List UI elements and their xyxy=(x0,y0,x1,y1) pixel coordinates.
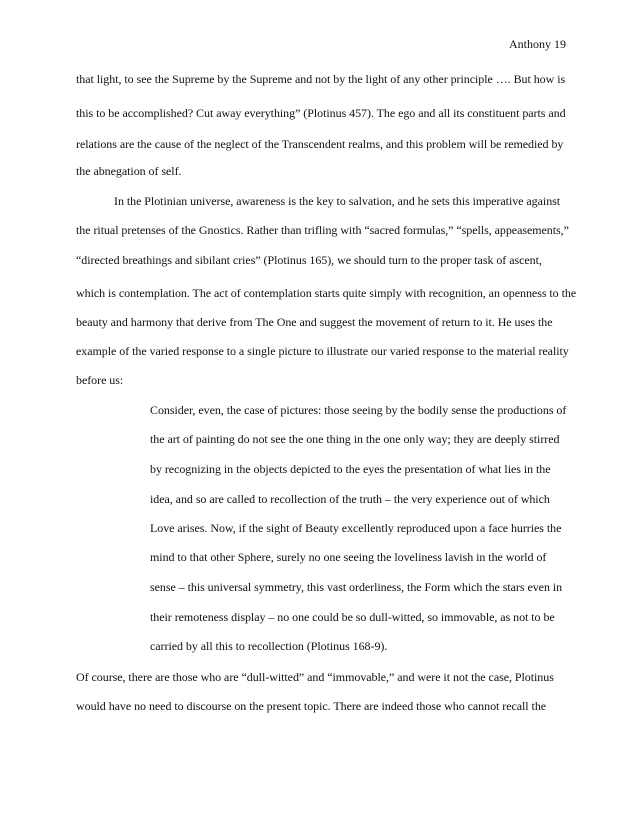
body-line: would have no need to discourse on the present topic. There are indeed those who cannot recall the xyxy=(76,699,547,713)
block-quote-line: Love arises. Now, if the sight of Beauty excellently reproduced upon a face hurries the xyxy=(150,521,562,535)
body-line: “directed breathings and sibilant cries” (Plotinus 165), we should turn to the proper task of ascent, xyxy=(76,253,542,267)
block-quote-line: the art of painting do not see the one thing in the one only way; they are deeply stirred xyxy=(150,432,560,446)
body-line: relations are the cause of the neglect of the Transcendent realms, and this problem will be remedied by xyxy=(76,137,564,151)
body-line: that light, to see the Supreme by the Supreme and not by the light of any other principle …. But how is xyxy=(76,72,566,86)
block-quote-line: by recognizing in the objects depicted to the eyes the presentation of what lies in the xyxy=(150,462,551,476)
body-line: beauty and harmony that derive from The One and suggest the movement of return to it. He uses the xyxy=(76,315,553,329)
block-quote-line: idea, and so are called to recollection of the truth – the very experience out of which xyxy=(150,492,550,506)
body-line: Of course, there are those who are “dull-witted” and “immovable,” and were it not the case, Plotinus xyxy=(76,670,554,684)
body-line: example of the varied response to a single picture to illustrate our varied response to the material reality xyxy=(76,344,569,358)
paragraph-first-line: In the Plotinian universe, awareness is the key to salvation, and he sets this imperative against xyxy=(114,194,561,208)
block-quote-line: their remoteness display – no one could be so dull-witted, so immovable, as not to be xyxy=(150,610,555,624)
body-line: this to be accomplished? Cut away everything” (Plotinus 457). The ego and all its constituent parts and xyxy=(76,106,566,120)
body-line: before us: xyxy=(76,373,124,387)
body-line: which is contemplation. The act of contemplation starts quite simply with recognition, an openness to the xyxy=(76,286,577,300)
block-quote-line: Consider, even, the case of pictures: those seeing by the bodily sense the productions of xyxy=(150,403,567,417)
body-line: the abnegation of self. xyxy=(76,164,182,178)
block-quote-line: mind to that other Sphere, surely no one seeing the loveliness lavish in the world of xyxy=(150,550,547,564)
block-quote-line: sense – this universal symmetry, this vast orderliness, the Form which the stars even in xyxy=(150,580,563,594)
running-head: Anthony 19 xyxy=(509,37,566,51)
block-quote-line: carried by all this to recollection (Plotinus 168-9). xyxy=(150,639,388,653)
body-line: the ritual pretenses of the Gnostics. Rather than trifling with “sacred formulas,” “spells, appeasements,” xyxy=(76,223,569,237)
